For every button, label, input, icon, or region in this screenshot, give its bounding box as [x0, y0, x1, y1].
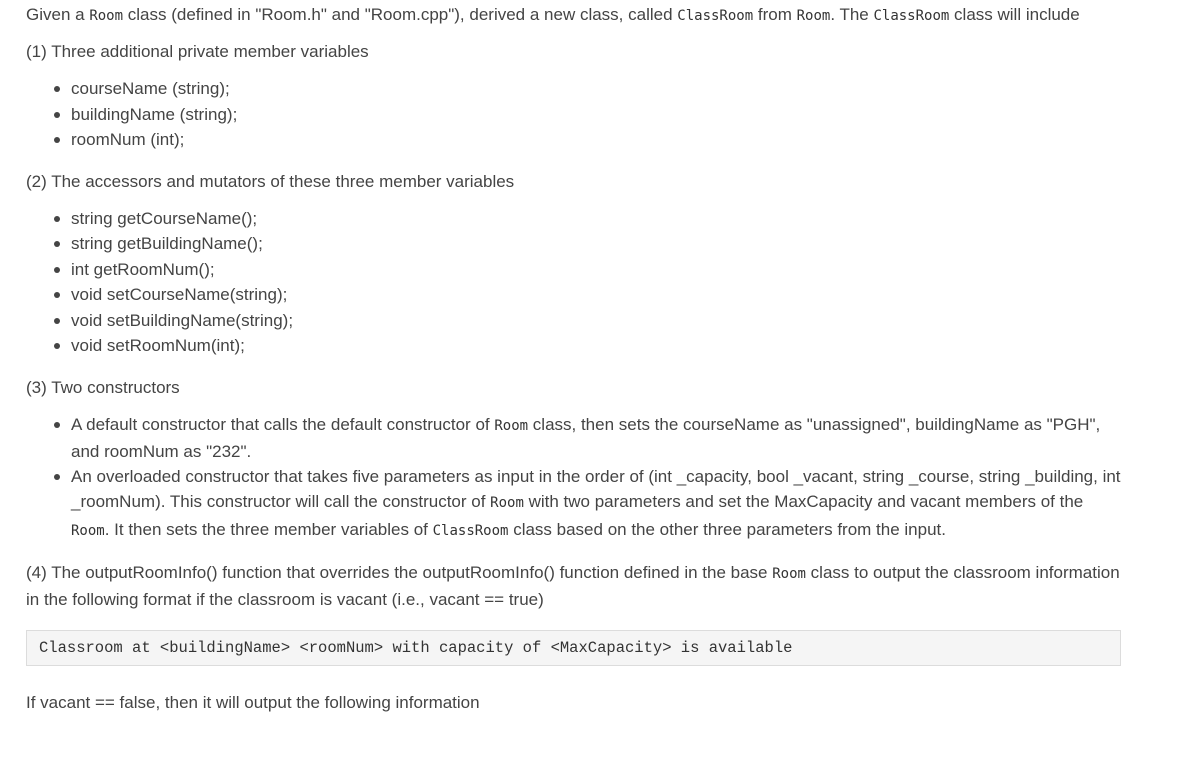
inline-code-classroom: ClassRoom: [873, 8, 950, 24]
member-variables-list: [26, 76, 1121, 153]
inline-code-classroom: ClassRoom: [677, 8, 754, 24]
list-item: buildingName (string);: [71, 102, 1121, 128]
section-2-heading: (2) The accessors and mutators of these three member variables: [26, 171, 515, 191]
section-3-heading: (3) Two constructors: [26, 377, 180, 397]
list-item-default-constructor: A default constructor that calls the default constructor of Room class, then sets the courseName as "unassigned", buildingName as "PGH", and roomNum as "232".: [71, 412, 1121, 465]
list-item: roomNum (int);: [71, 127, 1121, 153]
inline-code-room: Room: [772, 565, 806, 582]
inline-code-room: Room: [796, 8, 831, 24]
output-format-code-block: Classroom at <buildingName> <roomNum> with capacity of <MaxCapacity> is available: [26, 630, 1121, 666]
footer-paragraph: If vacant == false, then it will output the following information: [26, 692, 480, 712]
list-item: string getBuildingName();: [71, 231, 1121, 257]
constructors-list: [26, 412, 1121, 544]
list-item-overloaded-constructor: An overloaded constructor that takes five parameters as input in the order of (int _capacity, bool _vacant, string _course, string _building, int _roomNum). This constructor will call the constructor of Room with two parameters and set the MaxCapacity and vacant members of the Room. It then sets the three member variables of ClassRoom class based on the other three parameters from the input.: [71, 464, 1121, 544]
inline-code-classroom: ClassRoom: [432, 522, 509, 539]
inline-code-room: Room: [494, 417, 529, 434]
list-item: courseName (string);: [71, 76, 1121, 102]
intro-paragraph: Given a Room class (defined in "Room.h" and "Room.cpp"), derived a new class, called ClassRoom from Room. The ClassRoom class will include: [26, 5, 1080, 24]
accessors-mutators-list: [26, 206, 1121, 359]
list-item: void setBuildingName(string);: [71, 308, 1121, 334]
list-item: void setCourseName(string);: [71, 282, 1121, 308]
section-4-paragraph: (4) The outputRoomInfo() function that overrides the outputRoomInfo() function defined in the base Room class to output the classroom information in the following format if the classroom is vacant (i.e., vacant == true): [26, 562, 1120, 609]
list-item: void setRoomNum(int);: [71, 333, 1121, 359]
list-item: string getCourseName();: [71, 206, 1121, 232]
section-1-heading: (1) Three additional private member variables: [26, 42, 369, 61]
inline-code-room: Room: [490, 495, 524, 512]
inline-code-room: Room: [89, 8, 124, 24]
problem-statement: [26, 2, 1121, 715]
list-item: int getRoomNum();: [71, 257, 1121, 283]
inline-code-room: Room: [71, 522, 105, 539]
